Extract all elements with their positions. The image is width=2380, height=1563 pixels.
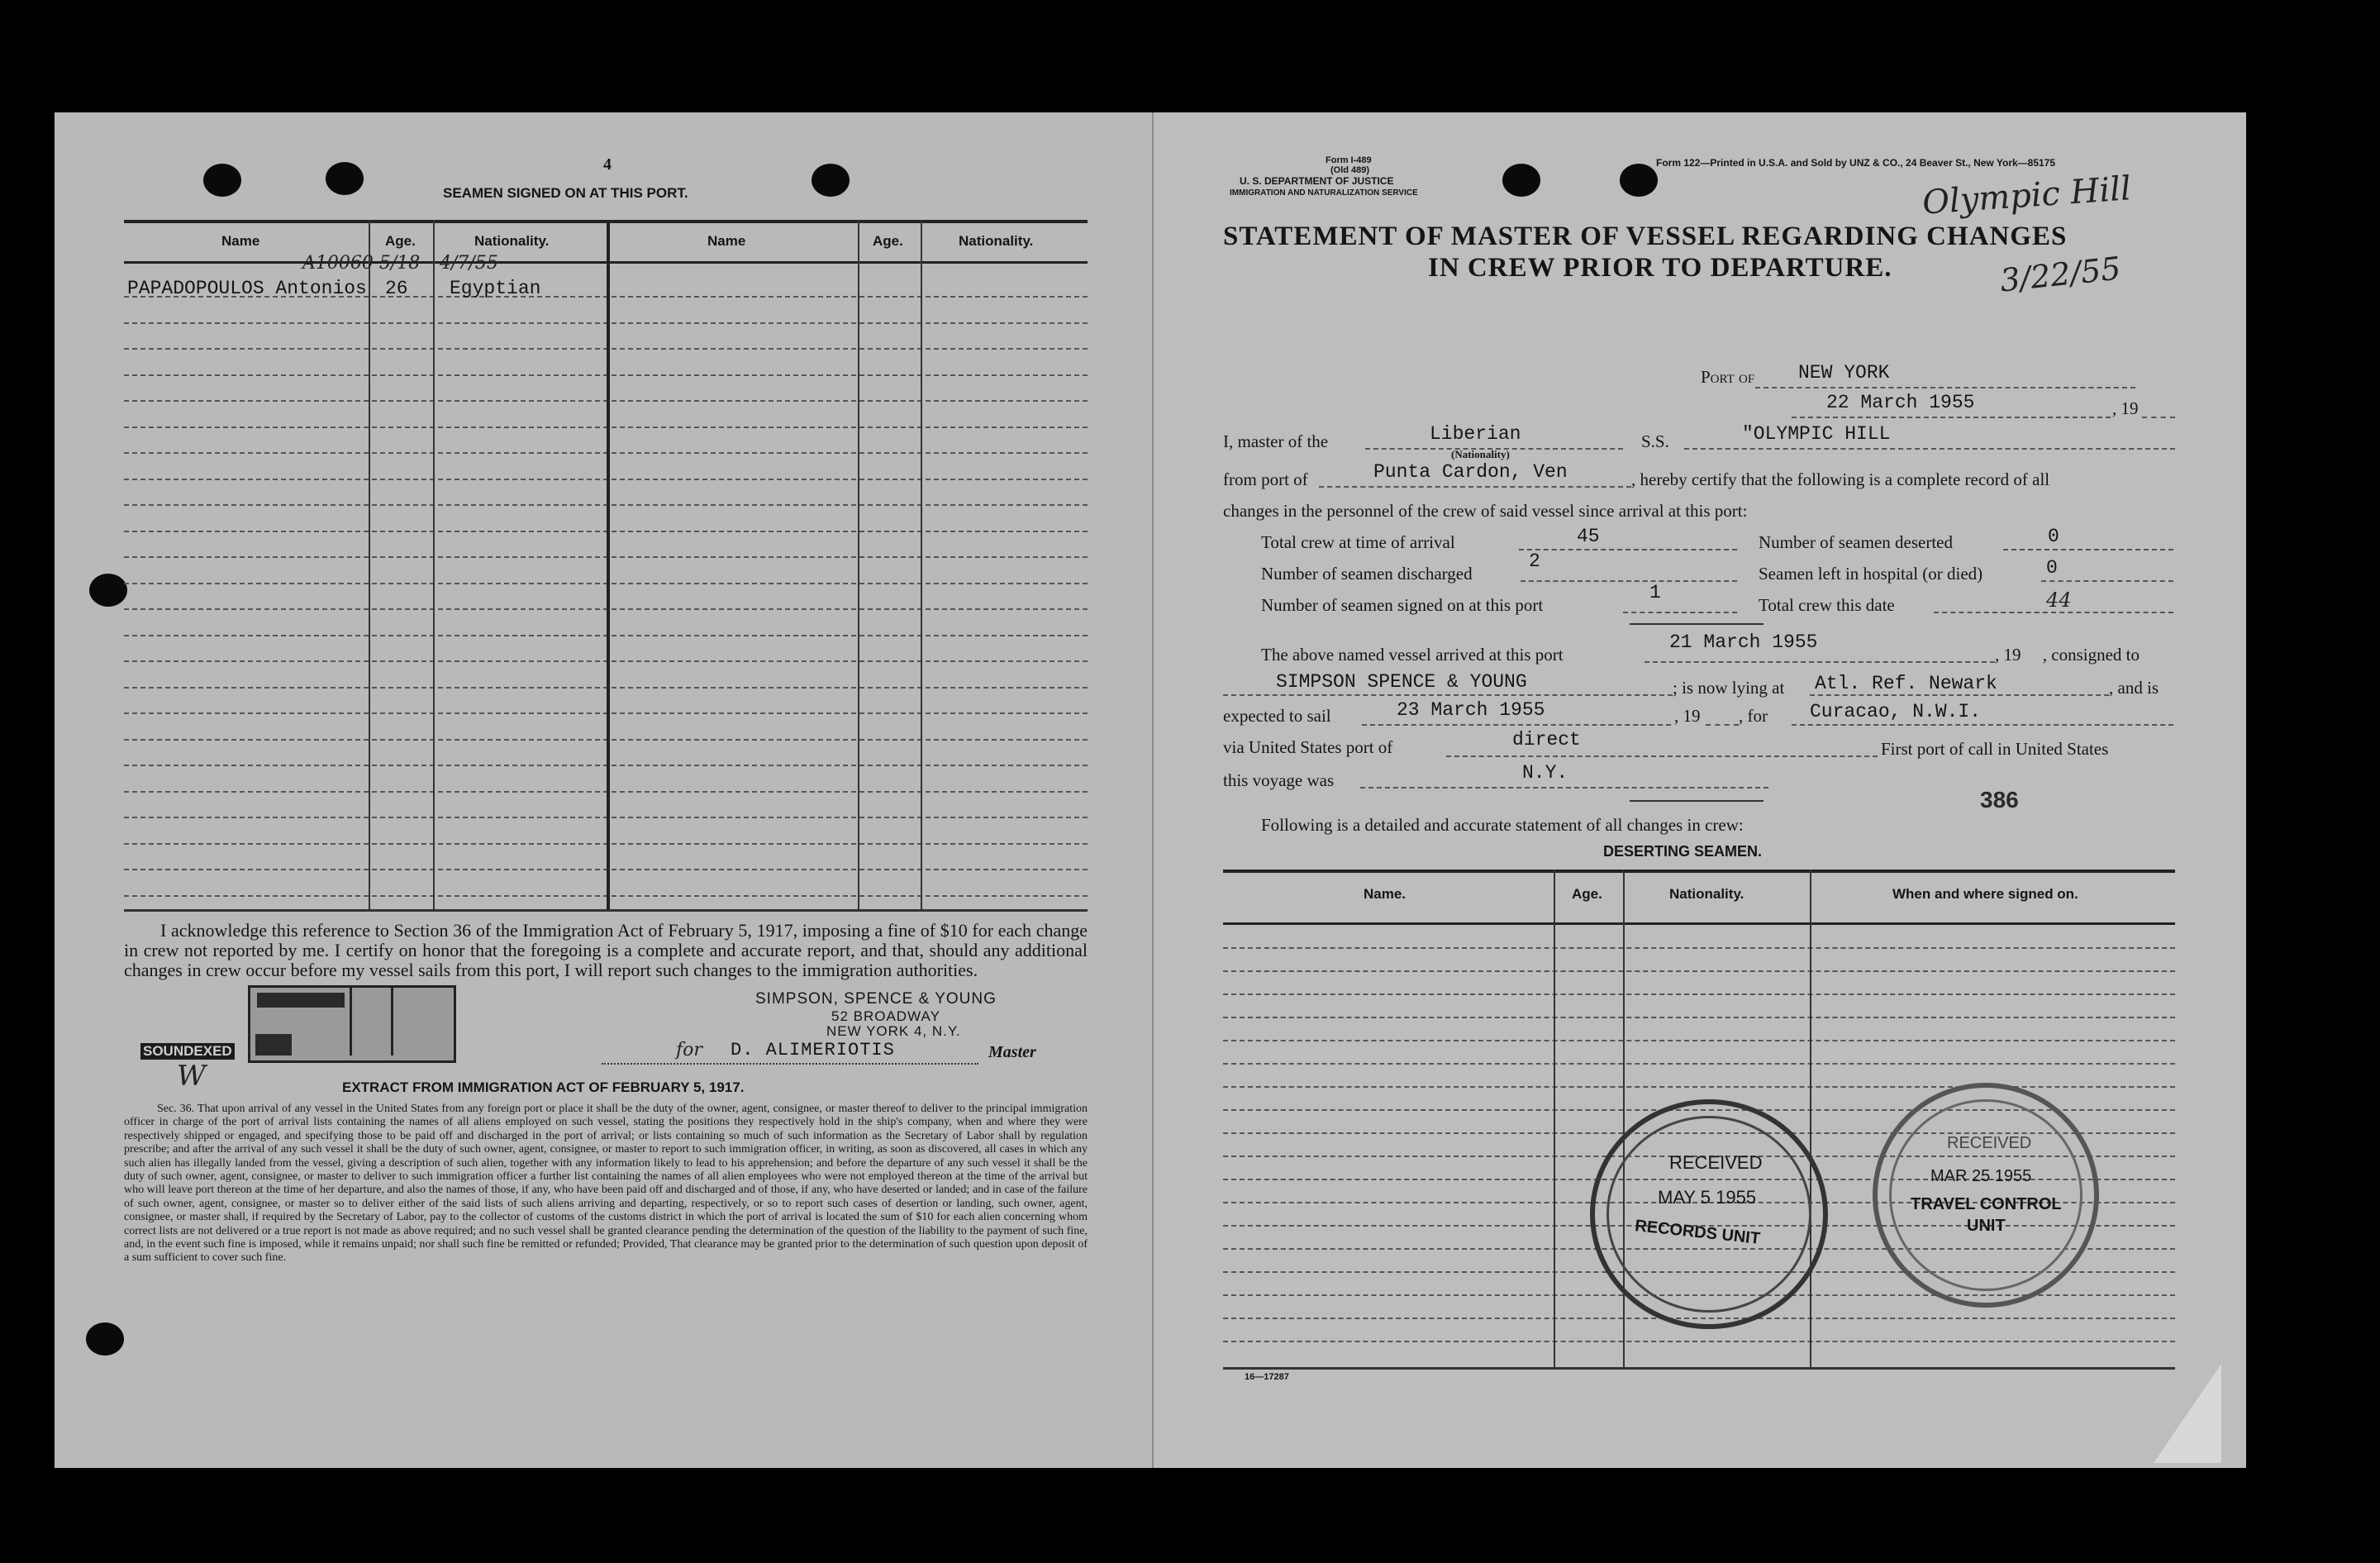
via-label: via United States port of	[1223, 737, 1393, 757]
extract-title: EXTRACT FROM IMMIGRATION ACT OF FEBRUARY 5, 1917.	[342, 1079, 745, 1095]
consignee-value: SIMPSON SPENCE & YOUNG	[1276, 671, 1527, 693]
master-signature: D. ALIMERIOTIS	[731, 1040, 895, 1060]
vessel-value: "OLYMPIC HILL	[1742, 423, 1891, 445]
signature-line	[602, 1063, 978, 1065]
table-row-line	[124, 583, 1088, 584]
stat-line	[2003, 549, 2173, 550]
from-port-label: from port of	[1223, 469, 1308, 489]
stat-value-total-now: 44	[2046, 589, 2072, 612]
stat-label-deserted: Number of seamen deserted	[1759, 532, 1953, 552]
punch-hole	[326, 162, 364, 195]
travel-control-stamp: RECEIVED MAR 25 1955 TRAVEL CONTROL UNIT	[1873, 1083, 2099, 1308]
stat-value-deserted: 0	[2048, 526, 2059, 547]
sail-year-line	[1706, 724, 1739, 726]
punch-hole	[203, 164, 241, 197]
col-header-age-2: Age.	[873, 233, 903, 249]
date-line	[1792, 417, 2111, 418]
punch-hole	[1502, 164, 1540, 197]
first-port-label: First port of call in United States	[1881, 739, 2109, 759]
form-title-line2: IN CREW PRIOR TO DEPARTURE.	[1428, 253, 1892, 283]
seaman-nationality: Egyptian	[450, 278, 541, 299]
handwritten-vessel-name: Olympic Hill	[1921, 169, 2133, 222]
table-header-rule	[124, 261, 1088, 264]
stat-label-discharged: Number of seamen discharged	[1261, 564, 1473, 584]
arrived-label: The above named vessel arrived at this port	[1261, 645, 1564, 665]
agent-stamp-line2: 52 BROADWAY	[831, 1008, 940, 1024]
form-old-number: (Old 489)	[1330, 165, 1370, 175]
page-number: 4	[603, 155, 612, 174]
for-value: Curacao, N.W.I.	[1810, 701, 1982, 722]
col-header-age: Age.	[385, 233, 416, 249]
table-row-line	[124, 712, 1088, 714]
table-col-divider	[369, 220, 370, 909]
arrived-line	[1645, 661, 1995, 663]
sail-year: , 19	[1674, 706, 1701, 726]
seaman-name: PAPADOPOULOS Antonios	[127, 278, 367, 299]
handwritten-date: 4/7/55	[440, 253, 498, 274]
sail-line	[1362, 724, 1671, 726]
date-value: 22 March 1955	[1826, 392, 1975, 413]
ss-label: S.S.	[1641, 431, 1669, 451]
table-row-line	[1223, 1040, 2175, 1041]
from-port-line	[1319, 486, 1631, 488]
punch-hole	[812, 164, 850, 197]
vessel-line	[1684, 448, 2175, 450]
stat-label-hospital: Seamen left in hospital (or died)	[1759, 564, 1983, 584]
handwritten-initials: W	[177, 1060, 206, 1093]
form-title-line1: STATEMENT OF MASTER OF VESSEL REGARDING CHANGES	[1223, 222, 2068, 251]
table-row-line	[124, 426, 1088, 428]
form-number: Form I-489	[1326, 155, 1372, 165]
lying-line	[1810, 694, 2109, 696]
sail-label: expected to sail	[1223, 706, 1331, 726]
table-row-line	[124, 504, 1088, 506]
table-row-line	[124, 635, 1088, 636]
stat-line	[2041, 580, 2173, 582]
lying-label: ; is now lying at	[1673, 678, 1785, 698]
col-header-age: Age.	[1572, 886, 1602, 902]
table-row-line	[124, 322, 1088, 324]
stat-value-discharged: 2	[1529, 550, 1540, 572]
voyage-label: this voyage was	[1223, 770, 1335, 790]
punch-hole	[86, 1322, 124, 1356]
table-col-divider	[858, 220, 859, 909]
handwritten-date: 3/22/55	[1998, 250, 2123, 299]
table-col-divider	[921, 220, 922, 909]
table-row-line	[1223, 1017, 2175, 1018]
col-header-name: Name.	[1364, 886, 1407, 902]
and-is-label: , and is	[2109, 678, 2159, 698]
punch-hole	[89, 574, 127, 607]
punch-hole	[1620, 164, 1658, 197]
certify-text: , hereby certify that the following is a complete record of all	[1631, 469, 2050, 489]
voyage-value: N.Y.	[1522, 762, 1568, 784]
table-row-line	[124, 739, 1088, 741]
table-bottom-rule	[1223, 1367, 2175, 1370]
table-row-line	[1223, 1086, 2175, 1088]
table-row-line	[124, 660, 1088, 662]
port-value: NEW YORK	[1798, 362, 1890, 384]
stat-value-total-arrival: 45	[1577, 526, 1600, 547]
col-header-name: Name	[221, 233, 260, 249]
table-row-line	[124, 608, 1088, 610]
table-row-line	[124, 400, 1088, 402]
table-row-line	[124, 374, 1088, 376]
following-text: Following is a detailed and accurate statement of all changes in crew:	[1261, 815, 1744, 835]
table-row-line	[124, 765, 1088, 766]
table-row-line	[124, 895, 1088, 897]
table-row-line	[124, 817, 1088, 818]
table-col-divider	[433, 220, 435, 909]
date-suffix: , 19	[2112, 398, 2139, 418]
stat-value-hospital: 0	[2046, 557, 2058, 579]
year-line	[2142, 417, 2175, 418]
consignee-line	[1223, 694, 1673, 696]
service: IMMIGRATION AND NATURALIZATION SERVICE	[1230, 188, 1418, 198]
table-col-divider	[607, 220, 610, 909]
via-line	[1446, 755, 1878, 757]
table-bottom-rule	[124, 909, 1088, 912]
port-line	[1755, 387, 2135, 388]
sail-value: 23 March 1955	[1397, 699, 1545, 721]
stat-label-total-arrival: Total crew at time of arrival	[1261, 532, 1455, 552]
col-header-nationality: Nationality.	[474, 233, 550, 249]
port-label: Port of	[1701, 367, 1755, 387]
deserting-header: DESERTING SEAMEN.	[1603, 843, 1763, 860]
table-row-line	[1223, 1063, 2175, 1065]
agent-stamp-line1: SIMPSON, SPENCE & YOUNG	[755, 990, 997, 1008]
stat-label-total-now: Total crew this date	[1759, 595, 1895, 615]
printer-line: Form 122—Printed in U.S.A. and Sold by UNZ & CO., 24 Beaver St., New York—85175	[1656, 157, 2056, 169]
consigned-label: , 19 , consigned to	[1995, 645, 2140, 665]
table-row-line	[124, 687, 1088, 689]
footer-code: 16—17287	[1245, 1372, 1289, 1382]
table-top-rule	[1223, 870, 2175, 873]
table-col-divider	[1554, 870, 1555, 1367]
for-label: , for	[1739, 706, 1768, 726]
master-label: I, master of the	[1223, 431, 1329, 451]
for-line	[1792, 724, 2173, 726]
agent-stamp-line3: NEW YORK 4, N.Y.	[826, 1023, 961, 1039]
table-row-line	[124, 843, 1088, 845]
stat-line	[1521, 580, 1737, 582]
stat-label-signed-on: Number of seamen signed on at this port	[1261, 595, 1544, 615]
records-unit-stamp: RECEIVED MAY 5 1955 RECORDS UNIT	[1590, 1099, 1828, 1329]
signature-for: for	[676, 1040, 702, 1060]
lying-value: Atl. Ref. Newark	[1815, 673, 1997, 694]
table-top-rule	[124, 220, 1088, 223]
soundexed-stamp: SOUNDEXED	[140, 1043, 235, 1060]
from-port-value: Punta Cardon, Ven	[1373, 461, 1568, 483]
section-header: SEAMEN SIGNED ON AT THIS PORT.	[443, 185, 688, 201]
col-header-nationality-2: Nationality.	[959, 233, 1034, 249]
table-row-line	[124, 348, 1088, 350]
col-header-signed-on: When and where signed on.	[1892, 886, 2078, 902]
folded-corner	[2154, 1364, 2221, 1463]
table-row-line	[1223, 947, 2175, 949]
stat-value-signed-on: 1	[1649, 582, 1661, 603]
acknowledgement-text: I acknowledge this reference to Section 36 of the Immigration Act of February 5, 1917, imposing a fine of $10 for each change in crew not reported by me. I certify on honor that the foregoing is a complete and accurate report, and that, should any additional changes in crew occur before my vessel sails from this port, I will report such changes to the immigration authorities.	[124, 920, 1088, 980]
divider	[1630, 623, 1764, 625]
stat-line	[1934, 612, 2173, 613]
nationality-value: Liberian	[1430, 423, 1521, 445]
table-row-line	[1223, 970, 2175, 972]
col-header-nationality: Nationality.	[1669, 886, 1745, 902]
table-row-line	[1223, 994, 2175, 995]
table-row-line	[124, 531, 1088, 532]
arrived-value: 21 March 1955	[1669, 631, 1818, 653]
seaman-age: 26	[385, 278, 408, 299]
extract-text: Sec. 36. That upon arrival of any vessel in the United States from any foreign port or place it shall be the duty of the owner, agent, consignee, or master thereof to deliver to the principal immigration officer in charge of the port of arrival lists containing the names of all aliens employed on such vessel, stating the positions they respectively hold in the ship's company, when and where they were respectively shipped or engaged, and specifying those to be paid off and discharged in the port of arrival; or lists containing so much of such information as the Secretary of Labor shall by regulation prescribe; and after the arrival of any such vessel it shall be the duty of such owner, agent, consignee, or master to report to such immigration officer, in writing, as soon as discovered, all cases in which any such alien has illegally landed from the vessel, giving a description of such alien, together with any information likely to lead to his apprehension; and before the departure of any such vessel it shall be the duty of such owner, agent, consignee, or master to deliver to such immigration officer a further list containing the names of all alien employees who were not employed thereon at the time of the arrival but who will leave port thereon at the time of her departure, and also the names of those, if any, who have been paid off and discharged and of those, if any, who have deserted or landed; and in case of the failure of such owner, agent, consignee, or master so to deliver either of the said lists of such aliens arriving and departing, respectively, or so to report such cases of desertion or landing, such owner, agent, consignee, or master shall, if required by the Secretary of Labor, pay to the collector of customs of the customs district in which the port of arrival is located the sum of $10 for each alien concerning whom correct lists are not delivered or a true report is not made as above required; and no such vessel shall be granted clearance pending the determination of the question of the liability to the payment of such fine, and, in the event such fine is imposed, while it remains unpaid; nor shall such fine be remitted or refunded; Provided, That clearance may be granted prior to the determination of such question upon deposit of a sum sufficient to cover such fine.	[124, 1103, 1088, 1265]
table-row-line	[124, 556, 1088, 558]
stamped-number: 386	[1980, 787, 2019, 812]
certify-text-2: changes in the personnel of the crew of said vessel since arrival at this port:	[1223, 501, 1748, 521]
master-label: Master	[988, 1043, 1036, 1061]
table-header-rule	[1223, 922, 2175, 925]
stat-line	[1519, 549, 1737, 550]
handwritten-alien-number: A10060 5/18	[302, 253, 421, 274]
table-row-line	[1223, 1341, 2175, 1342]
nationality-caption: (Nationality)	[1451, 448, 1510, 460]
table-row-line	[124, 452, 1088, 454]
table-row-line	[124, 869, 1088, 870]
stat-line	[1623, 612, 1737, 613]
voyage-line	[1360, 787, 1768, 789]
table-row-line	[124, 791, 1088, 793]
table-col-divider	[1810, 870, 1811, 1367]
col-header-name-2: Name	[707, 233, 746, 249]
index-stamp	[248, 985, 456, 1063]
table-row-line	[124, 479, 1088, 480]
via-value: direct	[1512, 729, 1581, 751]
divider	[1630, 800, 1764, 802]
department: U. S. DEPARTMENT OF JUSTICE	[1240, 175, 1394, 187]
